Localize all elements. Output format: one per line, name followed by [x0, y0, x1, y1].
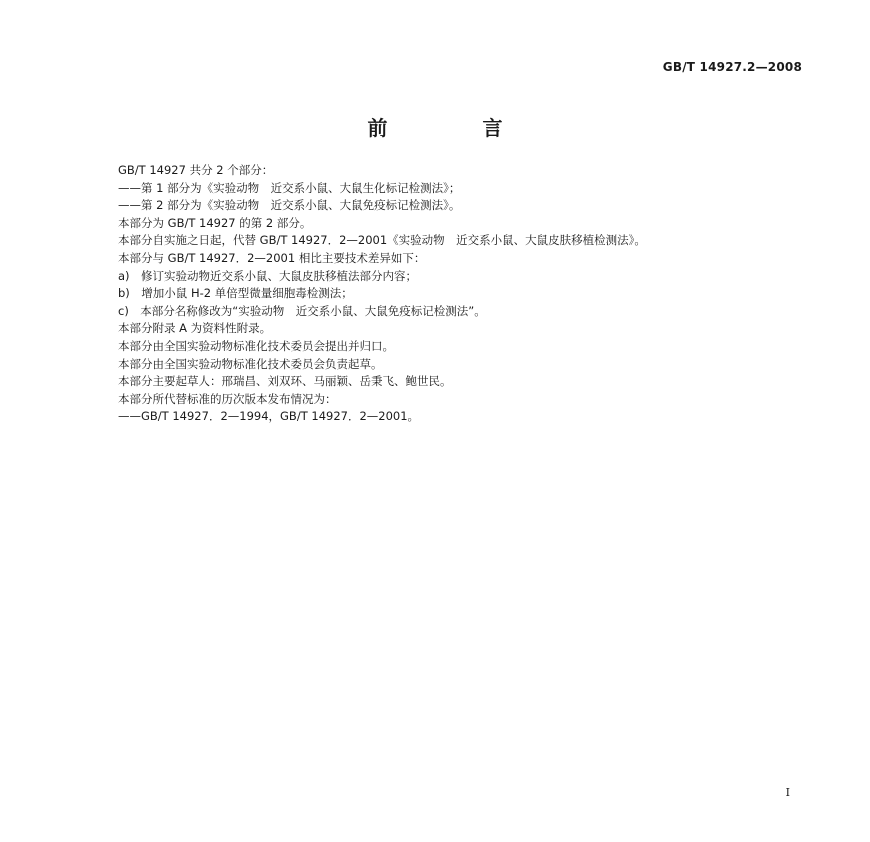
paragraph-drafted-by: 本部分由全国实验动物标准化技术委员会负责起草。	[118, 356, 383, 371]
foreword-body	[88, 162, 800, 426]
paragraph-this-part: 本部分为 GB/T 14927 的第 2 部分。	[118, 215, 312, 230]
list-item-b: b) 增加小鼠 H-2 单倍型微量细胞毒检测法；	[118, 286, 353, 301]
paragraph-replaces: 本部分自实施之日起，代替 GB/T 14927．2—2001《实验动物 近交系小鼠、大鼠皮肤移植检测法》。	[118, 233, 646, 248]
paragraph-drafters: 本部分主要起草人：邢瑞昌、刘双环、马丽颖、岳秉飞、鲍世民。	[118, 374, 452, 389]
page-title: 前 言	[367, 116, 547, 140]
standard-code: GB/T 14927.2—2008	[662, 60, 802, 74]
page-number: I	[785, 786, 790, 799]
paragraph-appendix: 本部分附录 A 为资料性附录。	[118, 321, 272, 336]
list-item-part-2: ——第 2 部分为《实验动物 近交系小鼠、大鼠免疫标记检测法》。	[118, 198, 461, 213]
paragraph-parts-count: GB/T 14927 共分 2 个部分：	[118, 163, 274, 177]
list-item-history: ——GB/T 14927．2—1994，GB/T 14927．2—2001。	[118, 409, 420, 424]
paragraph-proposed-by: 本部分由全国实验动物标准化技术委员会提出并归口。	[118, 338, 394, 353]
paragraph-history: 本部分所代替标准的历次版本发布情况为：	[118, 391, 337, 406]
paragraph-differences: 本部分与 GB/T 14927．2—2001 相比主要技术差异如下：	[118, 250, 426, 265]
list-item-part-1: ——第 1 部分为《实验动物 近交系小鼠、大鼠生化标记检测法》；	[118, 180, 461, 195]
list-item-c: c) 本部分名称修改为“实验动物 近交系小鼠、大鼠免疫标记检测法”。	[118, 303, 486, 318]
list-item-a: a) 修订实验动物近交系小鼠、大鼠皮肤移植法部分内容；	[118, 268, 418, 283]
